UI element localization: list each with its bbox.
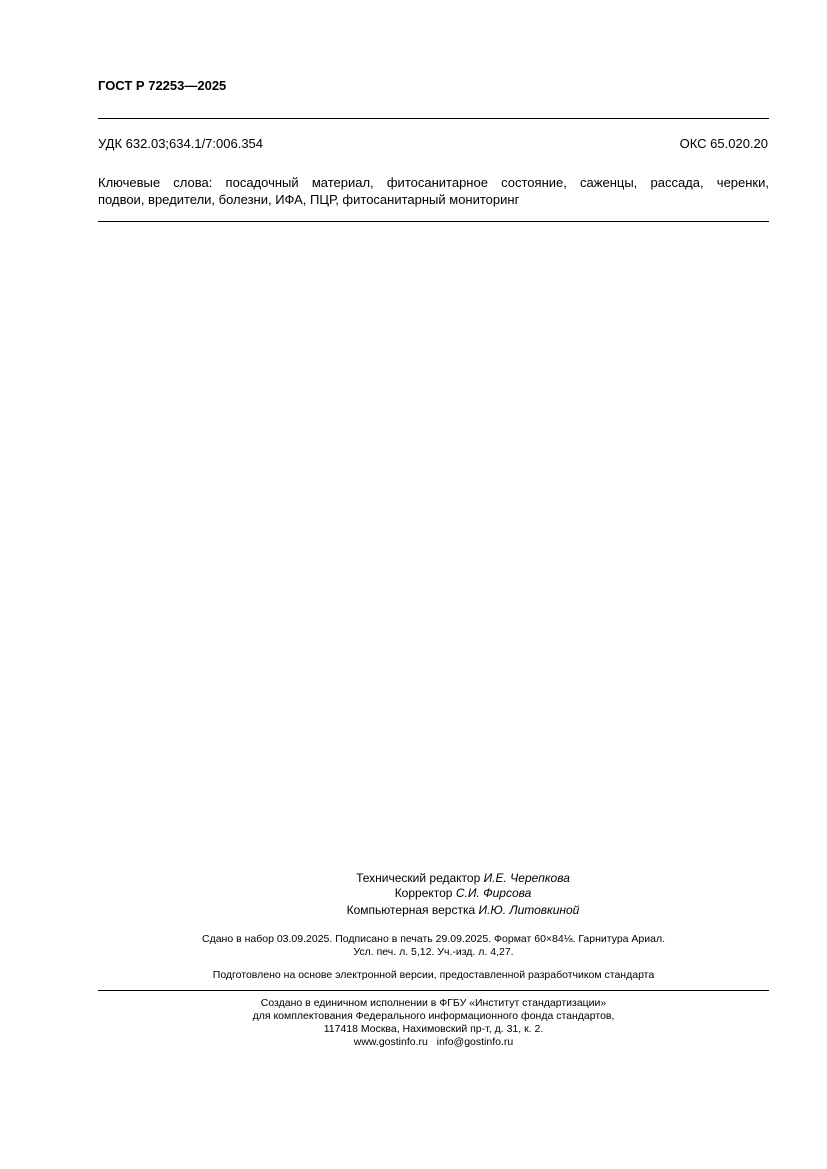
footer-contacts (98, 1036, 769, 1048)
website-link[interactable]: www.gostinfo.ru (353, 1036, 428, 1048)
publication-info-line-1: Сдано в набор 03.09.2025. Подписано в печать 29.09.2025. Формат 60×84⅛. Гарнитура Ариал. (201, 933, 666, 945)
publication-info-line-2: Усл. печ. л. 5,12. Уч.-изд. л. 4,27. (353, 946, 514, 958)
corrector-label: Корректор (394, 886, 453, 900)
corrector-name: С.И. Фирсова (455, 886, 532, 900)
keywords-divider (98, 221, 769, 222)
footer-divider (98, 990, 769, 991)
footer-address: 117418 Москва, Нахимовский пр-т, д. 31, к. 2. (323, 1023, 544, 1035)
top-divider (98, 118, 769, 119)
tech-editor-label: Технический редактор (356, 871, 481, 885)
udk-code: УДК 632.03;634.1/7:006.354 (98, 136, 264, 151)
prepared-note: Подготовлено на основе электронной версии, предоставленной разработчиком стандарта (212, 969, 655, 981)
layout-credit (98, 903, 827, 917)
oks-code: ОКС 65.020.20 (679, 136, 768, 151)
tech-editor-name: И.Е. Черепкова (483, 871, 570, 885)
layout-name: И.Ю. Литовкиной (478, 903, 580, 917)
keywords-line-1: Ключевые слова: посадочный материал, фитосанитарное состояние, саженцы, рассада, черенки, (98, 175, 769, 190)
email-link[interactable]: info@gostinfo.ru (436, 1036, 514, 1048)
keywords-line-2: подвои, вредители, болезни, ИФА, ПЦР, фитосанитарный мониторинг (98, 192, 520, 207)
tech-editor-credit (98, 871, 827, 885)
footer-line-1: Создано в единичном исполнении в ФГБУ «Институт стандартизации» (260, 997, 607, 1009)
footer-line-2: для комплектования Федерального информационного фонда стандартов, (252, 1010, 615, 1022)
document-code: ГОСТ Р 72253—2025 (98, 78, 227, 93)
keywords-block (98, 174, 769, 208)
layout-label: Компьютерная верстка (346, 903, 476, 917)
corrector-credit (98, 886, 827, 900)
